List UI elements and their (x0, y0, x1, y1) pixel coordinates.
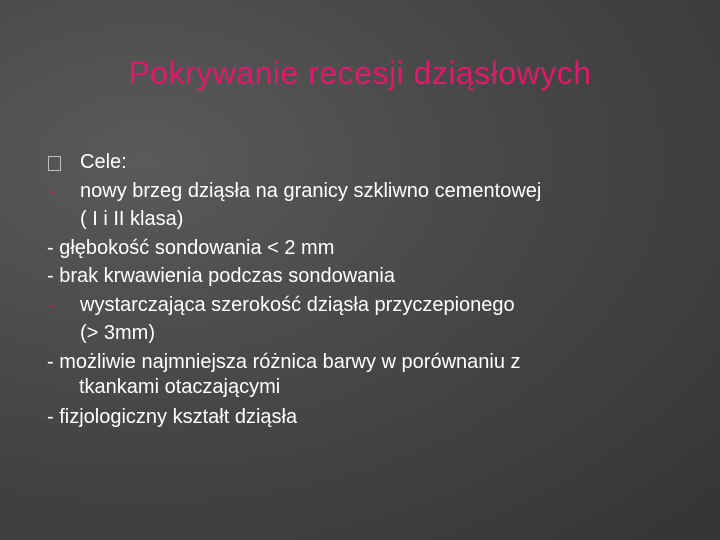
list-item-continuation (47, 319, 697, 348)
list-item-text: tkankami otaczającymi (79, 376, 281, 398)
list-item-text: ( I i II klasa) (80, 208, 184, 230)
list-item (47, 177, 697, 206)
dash-bullet-icon: - (49, 179, 56, 202)
list-item-text: - możliwie najmniejsza różnica barwy w porównaniu z (47, 350, 521, 373)
dash-bullet-icon: - (49, 293, 56, 316)
slide-title: Pokrywanie recesji dziąsłowych (128, 55, 592, 91)
list-item-text: - fizjologiczny kształt dziąsła (47, 406, 298, 428)
square-bullet-icon (48, 156, 61, 171)
slide-content (47, 148, 697, 432)
list-item (47, 348, 697, 377)
list-item-text: - brak krwawienia podczas sondowania (47, 265, 395, 287)
list-item-text: nowy brzeg dziąsła na granicy szkliwno cementowej (80, 179, 542, 202)
list-item (47, 403, 697, 432)
list-item-text: wystarczająca szerokość dziąsła przyczepionego (80, 293, 515, 316)
list-item-text: - głębokość sondowania < 2 mm (47, 236, 335, 259)
list-item (47, 148, 697, 177)
list-item-text: (> 3mm) (80, 322, 155, 344)
list-item (47, 234, 697, 263)
list-item-continuation (47, 376, 697, 399)
list-item (47, 291, 697, 320)
list-item-text: Cele: (80, 151, 127, 173)
list-item-continuation (47, 205, 697, 234)
list-item (47, 262, 697, 291)
